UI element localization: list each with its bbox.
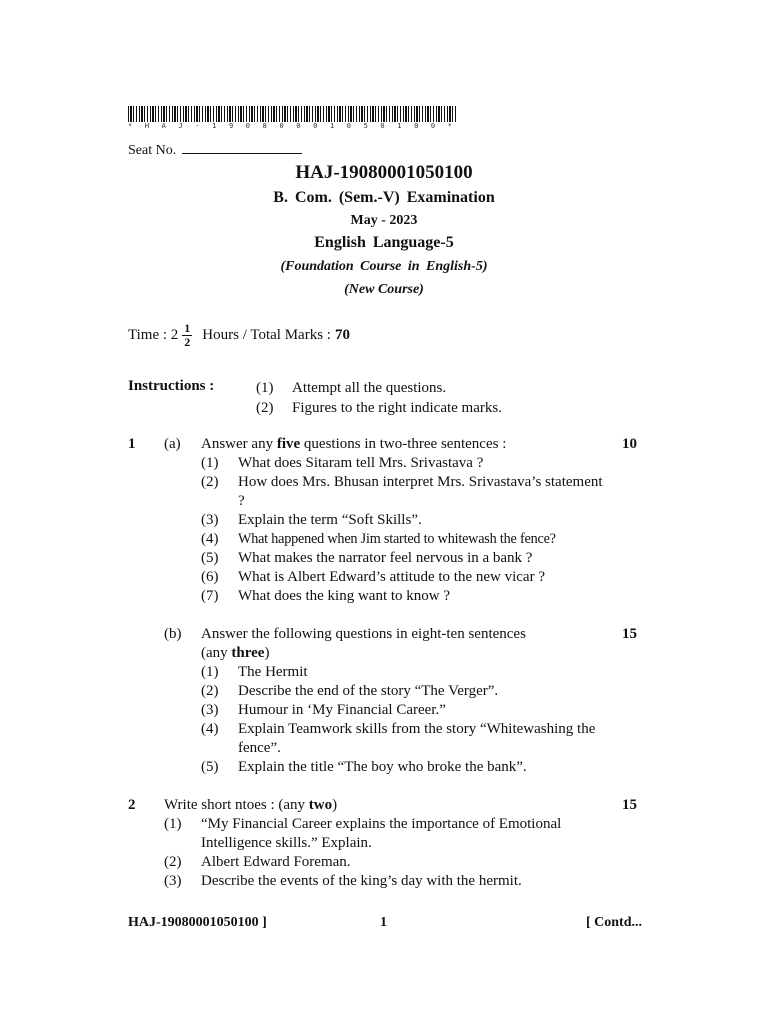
instruction-text: Attempt all the questions. <box>292 380 447 396</box>
q1a-item-text: What does the king want to know ? <box>238 588 451 604</box>
q1b-item-number: (3) <box>201 702 219 718</box>
footer-code: HAJ-19080001050100 ] <box>128 915 267 930</box>
q1a-item-text: What makes the narrator feel nervous in a bank ? <box>238 550 533 566</box>
q1b-item <box>201 701 611 720</box>
q1a-item-text: How does Mrs. Bhusan interpret Mrs. Srivastava’s statement ? <box>238 474 603 509</box>
fraction-denominator: 2 <box>184 335 191 349</box>
q1a-item-number: (7) <box>201 588 219 604</box>
hours-label: Hours / Total Marks : <box>202 327 331 343</box>
exam-date: May - 2023 <box>350 213 418 228</box>
instruction-item <box>256 398 502 418</box>
instruction-number: (2) <box>256 400 274 416</box>
instruction-number: (1) <box>256 380 274 396</box>
time-fraction <box>182 322 192 349</box>
q1b-item-text: The Hermit <box>238 664 308 680</box>
q1b-item-text: Explain the title “The boy who broke the bank”. <box>238 759 527 775</box>
time-label: Time : 2 <box>128 327 179 343</box>
q1a-item-number: (5) <box>201 550 219 566</box>
question-1a-text <box>201 435 621 454</box>
q1a-item <box>201 454 611 473</box>
new-course-label: (New Course) <box>344 282 424 297</box>
continued-label: [ Contd... <box>585 915 642 930</box>
course-subtitle: (Foundation Course in English-5) <box>280 259 488 274</box>
q2-item-text: Describe the events of the king’s day with the hermit. <box>201 873 522 889</box>
instructions-list <box>256 378 502 418</box>
q1a-item-number: (4) <box>201 531 219 547</box>
q2-text-post: ) <box>332 797 338 813</box>
q1b-item-number: (2) <box>201 683 219 699</box>
q1a-item <box>201 568 611 587</box>
seat-line <box>182 141 302 154</box>
q1a-item <box>201 511 611 530</box>
question-2-number: 2 <box>128 797 136 813</box>
q1b-text-line2 <box>201 644 621 663</box>
q2-text-pre: Write short ntoes : (any <box>164 797 309 813</box>
question-1a-label: (a) <box>164 436 181 452</box>
question-1a-marks: 10 <box>622 436 637 452</box>
q1b-item-text: Explain Teamwork skills from the story “Whitewashing the fence”. <box>238 721 596 756</box>
q1b-item-number: (4) <box>201 721 219 737</box>
q1a-item <box>201 549 611 568</box>
q2-item-number: (2) <box>164 854 182 870</box>
q2-item-text: “My Financial Career explains the importance of Emotional Intelligence skills.” Explain. <box>201 816 562 851</box>
q1a-text-post: questions in two-three sentences : <box>300 436 507 452</box>
q1a-item-text: What is Albert Edward’s attitude to the new vicar ? <box>238 569 545 585</box>
q2-item-number: (1) <box>164 816 182 832</box>
q1b-item <box>201 682 611 701</box>
q1b-text2-pre: (any <box>201 645 232 661</box>
barcode-text: * H A J - 1 9 0 8 0 0 0 1 0 5 0 1 0 0 * <box>128 122 457 130</box>
page-number: 1 <box>380 915 387 930</box>
q1b-text2-post: ) <box>264 645 270 661</box>
question-1b-marks: 15 <box>622 626 637 642</box>
q1a-text-pre: Answer any <box>201 436 277 452</box>
q1a-item-text: Explain the term “Soft Skills”. <box>238 512 422 528</box>
q1b-item-text: Humour in ‘My Financial Career.” <box>238 702 446 718</box>
instruction-text: Figures to the right indicate marks. <box>292 400 502 416</box>
exam-title: B. Com. (Sem.-V) Examination <box>273 189 495 206</box>
q1b-item-text: Describe the end of the story “The Verger”. <box>238 683 499 699</box>
question-1b-label: (b) <box>164 626 182 642</box>
paper-code: HAJ-19080001050100 <box>295 162 473 183</box>
q2-item <box>164 872 614 891</box>
question-1-number: 1 <box>128 436 136 452</box>
instruction-item <box>256 378 502 398</box>
q1b-item-number: (5) <box>201 759 219 775</box>
total-marks: 70 <box>334 327 350 343</box>
q1a-item <box>201 587 611 606</box>
q1a-item-text: What does Sitaram tell Mrs. Srivastava ? <box>238 455 484 471</box>
q1a-item-number: (2) <box>201 474 219 490</box>
barcode <box>128 106 458 122</box>
q1a-item <box>201 530 611 549</box>
q2-item-number: (3) <box>164 873 182 889</box>
q1b-text-line1: Answer the following questions in eight-ten sentences <box>201 626 526 642</box>
q1a-item <box>201 473 611 511</box>
fraction-numerator: 1 <box>184 321 191 335</box>
q1a-item-number: (3) <box>201 512 219 528</box>
subject-title: English Language-5 <box>314 234 454 251</box>
q1a-text-bold: five <box>276 436 301 452</box>
instructions-label: Instructions : <box>128 378 215 394</box>
seat-label: Seat No. <box>128 143 177 158</box>
time-marks-line <box>128 322 350 349</box>
q1a-item-number: (1) <box>201 455 219 471</box>
q1a-item-text: What happened when Jim started to whitewash the fence? <box>238 531 556 547</box>
q1b-item <box>201 758 611 777</box>
q1a-item-number: (6) <box>201 569 219 585</box>
question-2-text <box>164 796 604 815</box>
q2-item <box>164 853 614 872</box>
q1b-text2-bold: three <box>231 645 265 661</box>
question-1b-text <box>201 625 621 663</box>
q2-item-text: Albert Edward Foreman. <box>201 854 351 870</box>
q1b-item <box>201 663 611 682</box>
seat-number-field <box>128 141 302 159</box>
q1b-item-number: (1) <box>201 664 219 680</box>
question-2-marks: 15 <box>622 797 637 813</box>
q2-item <box>164 815 614 853</box>
q2-text-bold: two <box>308 797 333 813</box>
q1b-item <box>201 720 611 758</box>
